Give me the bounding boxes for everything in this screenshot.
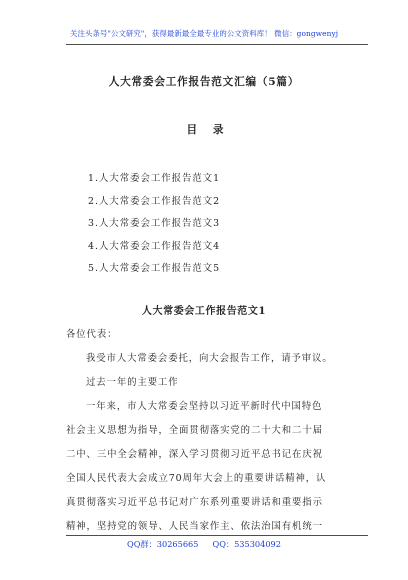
document-title: 人大常委会工作报告范文汇编（5篇） <box>108 76 300 88</box>
toc-item[interactable]: 1.人大常委会工作报告范文1 <box>88 173 221 184</box>
subheading-line: 过去一年的主要工作 <box>86 377 179 388</box>
paragraph-line: 一年来，市人大常委会坚持以习近平新时代中国特色 <box>86 401 323 412</box>
qq-text: QQ：535304092 <box>212 539 281 549</box>
toc-item[interactable]: 5.人大常委会工作报告范文5 <box>88 263 221 275</box>
section-title: 人大常委会工作报告范文1 <box>141 306 267 317</box>
table-of-contents <box>88 172 220 285</box>
salutation: 各位代表： <box>66 329 118 340</box>
qq-group-text: QQ群：30265665 <box>127 539 199 549</box>
paragraph-line: 社会主义思想为指导，全面贯彻落实党的二十大和二十届 <box>66 425 323 436</box>
toc-item[interactable]: 3.人大常委会工作报告范文3 <box>88 218 221 230</box>
footer-divider <box>66 535 368 536</box>
paragraph-line: 真贯彻落实习近平总书记对广东系列重要讲话和重要指示 <box>66 497 323 508</box>
paragraph-line: 精神，坚持党的领导、人民当家作主、依法治国有机统一 <box>66 521 323 532</box>
header-promo-note: 关注头条号"公文研究"，获得最新最全最专业的公文资料库！ 微信：gongwenyj <box>70 29 339 38</box>
toc-item[interactable]: 2.人大常委会工作报告范文2 <box>88 195 221 207</box>
paragraph-line: 我受市人大常委会委托，向大会报告工作，请予审议。 <box>86 353 333 364</box>
footer-contact <box>0 539 408 550</box>
toc-heading: 目 录 <box>186 124 230 136</box>
paragraph-line: 全国人民代表大会成立70周年大会上的重要讲话精神，认 <box>66 473 327 484</box>
paragraph-line: 二中、三中全会精神，深入学习贯彻习近平总书记在庆祝 <box>66 449 323 460</box>
header-divider <box>66 44 368 45</box>
toc-item[interactable]: 4.人大常委会工作报告范文4 <box>88 240 221 252</box>
